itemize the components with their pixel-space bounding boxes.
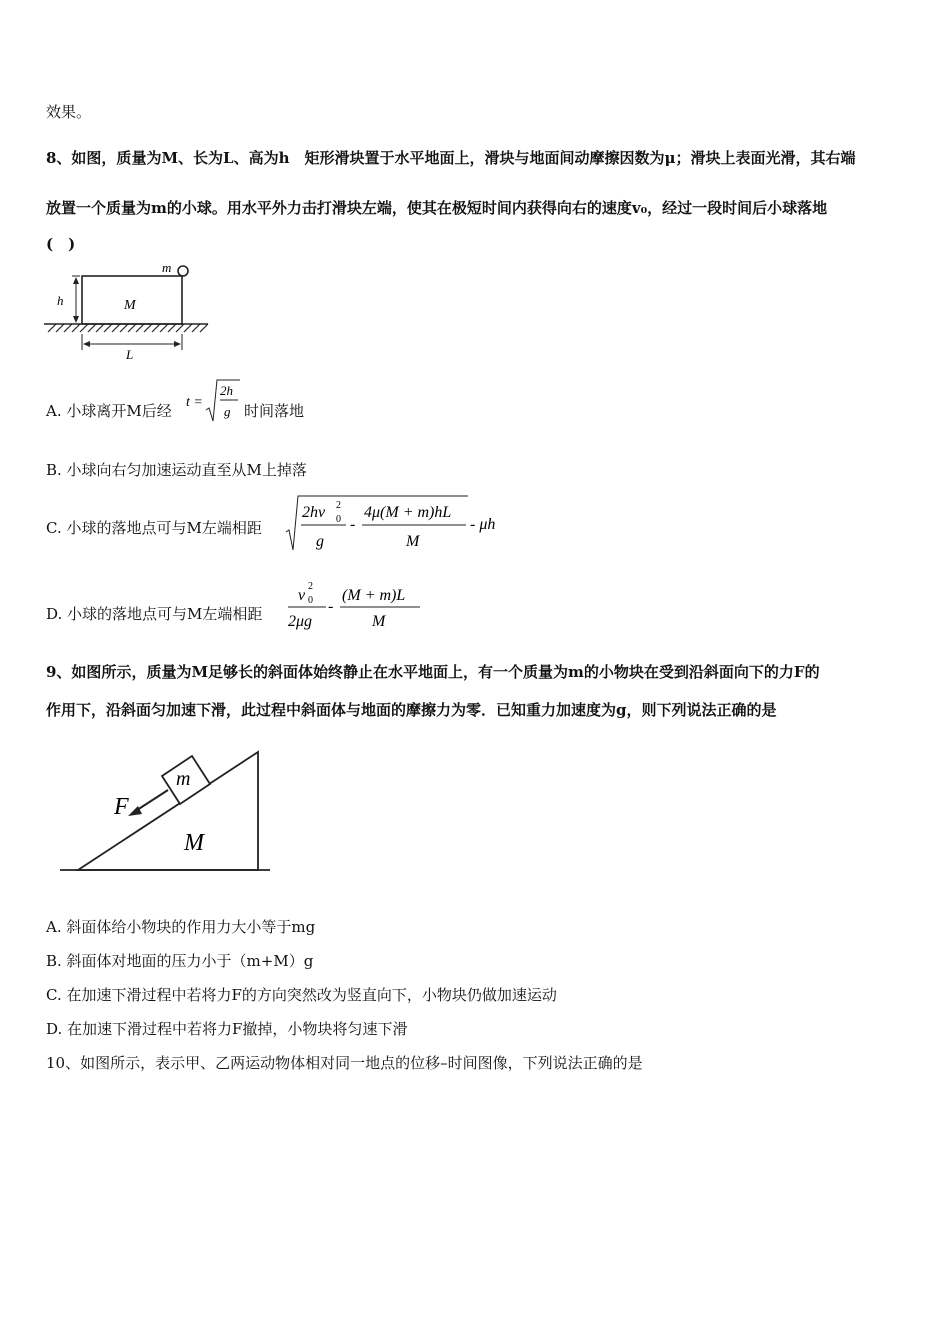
q8-option-c-formula [284,492,516,554]
svg-text:2: 2 [308,581,313,592]
q8-block-label: M [124,298,136,313]
q10-stem-line1: 10、如图所示，表示甲、乙两运动物体相对同一地点的位移–时间图像，下列说法正确的是 [46,1054,643,1072]
q9-stem-line2: 作用下，沿斜面匀加速下滑，此过程中斜面体与地面的摩擦力为零．已知重力加速度为g，则下列说法正确的是 [46,701,777,719]
q8-c-minus: - [350,516,356,533]
q9-block-label: m [176,768,191,790]
q8-ground-hatch [48,324,208,332]
intro-text: 效果。 [46,103,92,121]
q8-option-a-prefix: A. 小球离开M后经 [46,402,172,420]
q8-c-term1-num: 2hv [302,504,326,521]
q8-stem-line2: 放置一个质量为m的小球。用水平外力击打滑块左端，使其在极短时间内获得向右的速度v₀，经过一段时间后小球落地 [46,199,828,217]
q8-c-term2-den: M [406,533,420,550]
q8-option-d-formula [284,576,424,634]
q8-figure [42,260,222,370]
q9-option-a[interactable]: A. 斜面体给小物块的作用力大小等于mg [46,918,316,936]
q9-incline [78,752,258,870]
q8-d-term2-num: (M + m)L [342,587,406,604]
svg-text:0: 0 [308,595,313,606]
q9-stem-line1: 9、如图所示，质量为M足够长的斜面体始终静止在水平地面上，有一个质量为m的小物块在受到沿斜面向下的力F的 [46,663,820,681]
q9-option-c[interactable]: C. 在加速下滑过程中若将力F的方向突然改为竖直向下，小物块仍做加速运动 [46,986,557,1004]
q8-c-tail: - μh [470,516,496,533]
svg-text:2: 2 [336,500,341,511]
q8-ball-label: m [162,260,172,275]
q8-option-d-prefix: D. 小球的落地点可与M左端相距 [46,605,263,623]
q8-length-label: L [126,347,134,362]
q9-option-d[interactable]: D. 在加速下滑过程中若将力F撤掉，小物块将匀速下滑 [46,1020,408,1038]
q8-d-term1-num: v [298,587,306,604]
q8-d-minus: - [328,598,334,615]
q8-stem-line3: ( ) [46,235,76,253]
q8-d-term1-den: 2μg [288,613,313,630]
q8-option-b[interactable]: B. 小球向右匀加速运动直至从M上掉落 [46,461,307,479]
q9-figure [58,744,278,876]
q8-a-t: t = [186,395,203,410]
q8-option-c-prefix: C. 小球的落地点可与M左端相距 [46,519,262,537]
q8-ball [178,266,188,276]
q8-stem-line1: 8、如图，质量为M、长为L、高为h 矩形滑块置于水平地面上，滑块与地面间动摩擦因数为μ；滑块上表面光滑，其右端 [46,149,856,167]
q8-a-den: g [224,404,231,419]
q8-option-a-suffix: 时间落地 [244,402,305,420]
q8-option-d[interactable] [46,604,262,624]
q8-c-term1-den: g [316,533,324,550]
q8-d-term2-den: M [372,613,386,630]
q8-option-a[interactable] [46,401,172,421]
q8-height-label: h [57,293,64,308]
q9-force-label: F [114,794,129,820]
q8-c-term2-num: 4μ(M + m)hL [364,504,452,521]
svg-text:0: 0 [336,514,341,525]
q8-a-num: 2h [220,383,233,398]
q9-incline-label: M [184,830,204,856]
q8-option-a-formula [184,376,244,424]
q8-option-c[interactable] [46,518,262,538]
q9-option-b[interactable]: B. 斜面体对地面的压力小于（m+M）g [46,952,314,970]
